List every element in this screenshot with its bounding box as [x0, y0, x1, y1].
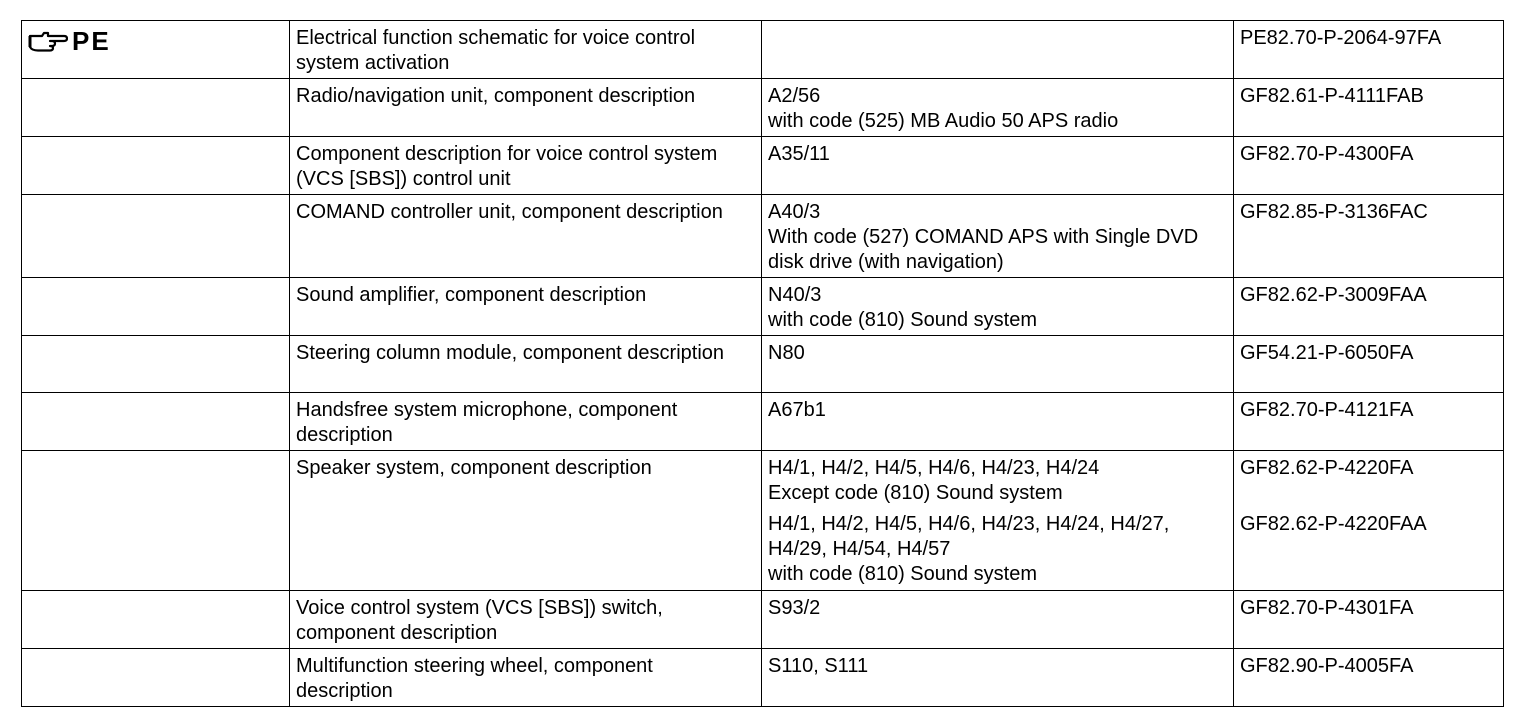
- reference-table: [21, 20, 1504, 707]
- reference-cell: GF82.62-P-3009FAA: [1234, 278, 1504, 336]
- description-cell: Electrical function schematic for voice control system activation: [290, 21, 762, 79]
- reference-cell: GF82.70-P-4301FA: [1234, 591, 1504, 649]
- empty-cell: [22, 195, 290, 278]
- table-row: [22, 591, 1504, 649]
- table-row: [22, 21, 1504, 79]
- description-cell: Speaker system, component description: [290, 451, 762, 591]
- pe-cell: [22, 21, 290, 79]
- component-cell: A67b1: [762, 393, 1234, 451]
- empty-cell: [22, 591, 290, 649]
- description-cell: Handsfree system microphone, component description: [290, 393, 762, 451]
- component-cell: S93/2: [762, 591, 1234, 649]
- component-cell: N40/3 with code (810) Sound system: [762, 278, 1234, 336]
- table-row: [22, 393, 1504, 451]
- table-row: [22, 195, 1504, 278]
- component-cell: A40/3 With code (527) COMAND APS with Single DVD disk drive (with navigation): [762, 195, 1234, 278]
- pe-label: PE: [72, 26, 111, 56]
- reference-cell: GF82.70-P-4300FA: [1234, 137, 1504, 195]
- table-row: [22, 137, 1504, 195]
- table-row: [22, 336, 1504, 393]
- description-cell: Radio/navigation unit, component description: [290, 79, 762, 137]
- table-row: [22, 79, 1504, 137]
- description-cell: Steering column module, component description: [290, 336, 762, 393]
- empty-cell: [22, 649, 290, 707]
- table-row: [22, 278, 1504, 336]
- description-cell: Sound amplifier, component description: [290, 278, 762, 336]
- table-row: [22, 451, 1504, 591]
- reference-cell: GF82.70-P-4121FA: [1234, 393, 1504, 451]
- component-sub-block: H4/1, H4/2, H4/5, H4/6, H4/23, H4/24, H4/27, H4/29, H4/54, H4/57 with code (810) Sound system: [768, 513, 1170, 585]
- component-cell: N80: [762, 336, 1234, 393]
- reference-cell: PE82.70-P-2064-97FA: [1234, 21, 1504, 79]
- reference-cell: GF54.21-P-6050FA: [1234, 336, 1504, 393]
- reference-table-body: [22, 21, 1504, 707]
- empty-cell: [22, 336, 290, 393]
- empty-cell: [22, 278, 290, 336]
- reference-cell: GF82.62-P-4220FA GF82.62-P-4220FAA: [1234, 451, 1504, 591]
- description-cell: COMAND controller unit, component description: [290, 195, 762, 278]
- reference-cell: GF82.61-P-4111FAB: [1234, 79, 1504, 137]
- empty-cell: [22, 137, 290, 195]
- description-cell: Component description for voice control system (VCS [SBS]) control unit: [290, 137, 762, 195]
- reference-cell: GF82.90-P-4005FA: [1234, 649, 1504, 707]
- table-row: [22, 649, 1504, 707]
- component-cell: A2/56 with code (525) MB Audio 50 APS radio: [762, 79, 1234, 137]
- empty-cell: [22, 79, 290, 137]
- reference-cell: GF82.85-P-3136FAC: [1234, 195, 1504, 278]
- description-cell: Multifunction steering wheel, component description: [290, 649, 762, 707]
- pointing-hand-icon: [28, 30, 68, 52]
- component-sub-block: H4/1, H4/2, H4/5, H4/6, H4/23, H4/24 Except code (810) Sound system: [768, 457, 1100, 504]
- component-cell: [762, 451, 1234, 591]
- component-cell: A35/11: [762, 137, 1234, 195]
- description-cell: Voice control system (VCS [SBS]) switch, component description: [290, 591, 762, 649]
- empty-cell: [22, 393, 290, 451]
- empty-cell: [22, 451, 290, 591]
- component-cell: [762, 21, 1234, 79]
- component-cell: S110, S111: [762, 649, 1234, 707]
